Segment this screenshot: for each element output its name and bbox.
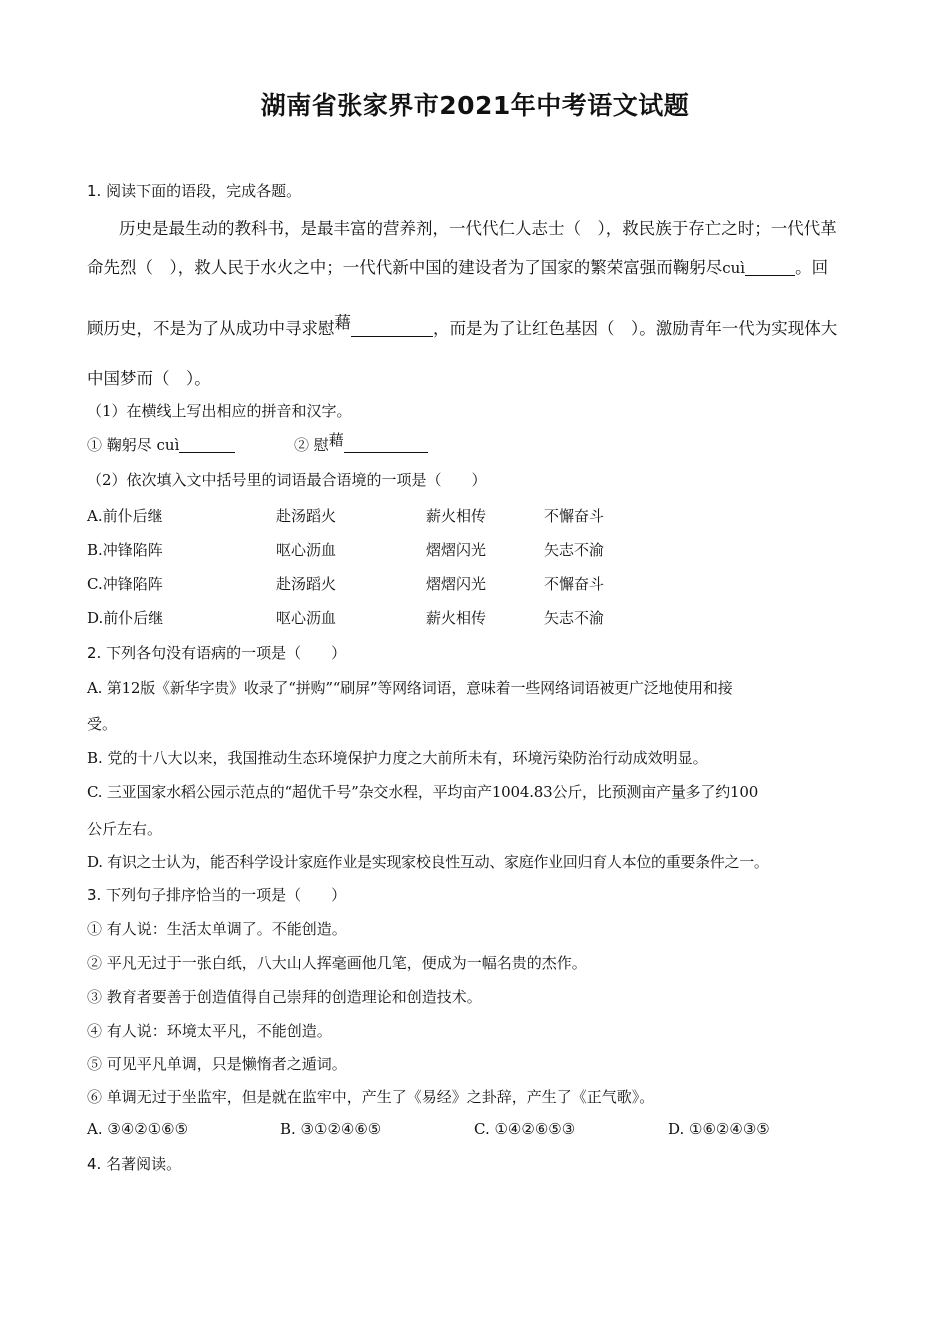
q1-sub1-item1: ① 鞠躬尽 cuì [87,436,180,454]
q1-sub1-blank-2[interactable] [344,437,428,453]
q1-pinyin-cui: cuì [722,259,746,277]
option-d-4: 矢志不渝 [544,609,605,627]
q1-passage-line-3 [87,315,837,339]
option-b-4: 矢志不渝 [544,541,605,559]
q1-sub1: （1）在横线上写出相应的拼音和汉字。 [87,402,352,420]
option-b-3: 熠熠闪光 [426,541,487,559]
option-d-3: 薪火相传 [426,609,487,627]
option-c-3: 熠熠闪光 [426,575,487,593]
q1-sub1-item2: ② 慰 [294,436,329,454]
option-b-1: B.冲锋陷阵 [87,541,163,559]
q2-number: 2. [87,644,102,662]
q4-number: 4. [87,1155,102,1173]
q3-choice-c: C. ①④②⑥⑤③ [474,1120,576,1138]
q4-stem-line [87,1153,181,1174]
q3-item-6: ⑥ 单调无过于坐监牢，但是就在监牢中，产生了《易经》之卦辞，产生了《正气歌》。 [87,1088,655,1106]
q3-item-4: ④ 有人说：环境太平凡，不能创造。 [87,1022,332,1040]
q1-passage-line-3-text: 顾历史，不是为了从成功中寻求慰 [87,319,335,338]
option-d-2: 呕心沥血 [276,609,337,627]
q2-option-a-line-1: A. 第12版《新华字贵》收录了“拼购”“刷屏”等网络词语，意味着一些网络词语被更广泛地使用和接 [87,679,733,697]
option-c-1: C.冲锋陷阵 [87,575,163,593]
option-b-2: 呕心沥血 [276,541,337,559]
option-d-1: D.前仆后继 [87,609,164,627]
q3-number: 3. [87,886,102,904]
q2-option-d: D. 有识之士认为，能否科学设计家庭作业是实现家校良性互动、家庭作业回归育人本位的重要条件之一。 [87,853,769,871]
q1-passage-line-2 [87,254,828,278]
option-a-1: A.前仆后继 [87,507,163,525]
q1-passage-line-2-end: 。回 [795,258,829,277]
q3-choice-b: B. ③①②④⑥⑤ [280,1120,382,1138]
q3-item-2: ② 平凡无过于一张白纸，八大山人挥毫画他几笔，便成为一幅名贵的杰作。 [87,954,587,972]
q1-passage-line-4: 中国梦而（ ）。 [87,369,211,388]
q1-blank-1[interactable] [745,259,795,277]
option-c-2: 赴汤蹈火 [276,575,337,593]
q3-item-1: ① 有人说：生活太单调了。不能创造。 [87,920,347,938]
q2-option-a-line-2: 受。 [87,715,118,733]
q2-stem: 下列各句没有语病的一项是（ ） [106,644,347,662]
q1-blank-2[interactable] [351,320,433,338]
q3-choice-a: A. ③④②①⑥⑤ [87,1120,189,1138]
q1-char-ji: 藉 [334,313,351,332]
q3-stem: 下列句子排序恰当的一项是（ ） [106,886,347,904]
q3-item-5: ⑤ 可见平凡单调，只是懒惰者之遁词。 [87,1055,347,1073]
q1-sub1-item2-char: 藉 [328,431,344,449]
q2-option-c-line-2: 公斤左右。 [87,820,163,838]
q1-sub1-item2-wrap [294,431,428,455]
option-c-4: 不懈奋斗 [544,575,605,593]
option-a-2: 赴汤蹈火 [276,507,337,525]
q1-sub2: （2）依次填入文中括号里的词语最合语境的一项是（ ） [87,471,487,489]
q1-passage-line-1: 历史是最生动的教科书，是最丰富的营养剂，一代代仁人志士（ ），救民族于存亡之时；一代代革 [119,219,837,238]
q1-stem: 阅读下面的语段，完成各题。 [106,182,302,200]
q2-option-b: B. 党的十八大以来，我国推动生态环境保护力度之大前所未有，环境污染防治行动成效明显。 [87,749,708,767]
q4-stem: 名著阅读。 [106,1155,182,1173]
q1-sub1-blank-1[interactable] [179,437,235,453]
option-a-3: 薪火相传 [426,507,487,525]
page-title: 湖南省张家界市2021年中考语文试题 [260,91,690,120]
q3-choice-d: D. ①⑥②④③⑤ [668,1120,770,1138]
option-a-4: 不懈奋斗 [544,507,605,525]
q1-number: 1. [87,182,102,200]
q1-stem-line [87,180,301,201]
q3-stem-line [87,884,346,905]
q1-passage-line-3-end: ，而是为了让红色基因（ ）。激励青年一代为实现体大 [433,319,838,338]
q3-item-3: ③ 教育者要善于创造值得自己崇拜的创造理论和创造技术。 [87,988,482,1006]
q2-option-c-line-1: C. 三亚国家水稻公园示范点的“超优千号”杂交水程，平均亩产1004.83公斤，比预测亩产量多了约100 [87,783,759,801]
q2-stem-line [87,642,346,663]
q1-sub1-items [87,434,235,455]
q1-passage-line-2-text: 命先烈（ ），救人民于水火之中；一代代新中国的建设者为了国家的繁荣富强而鞠躬尽 [87,258,723,277]
